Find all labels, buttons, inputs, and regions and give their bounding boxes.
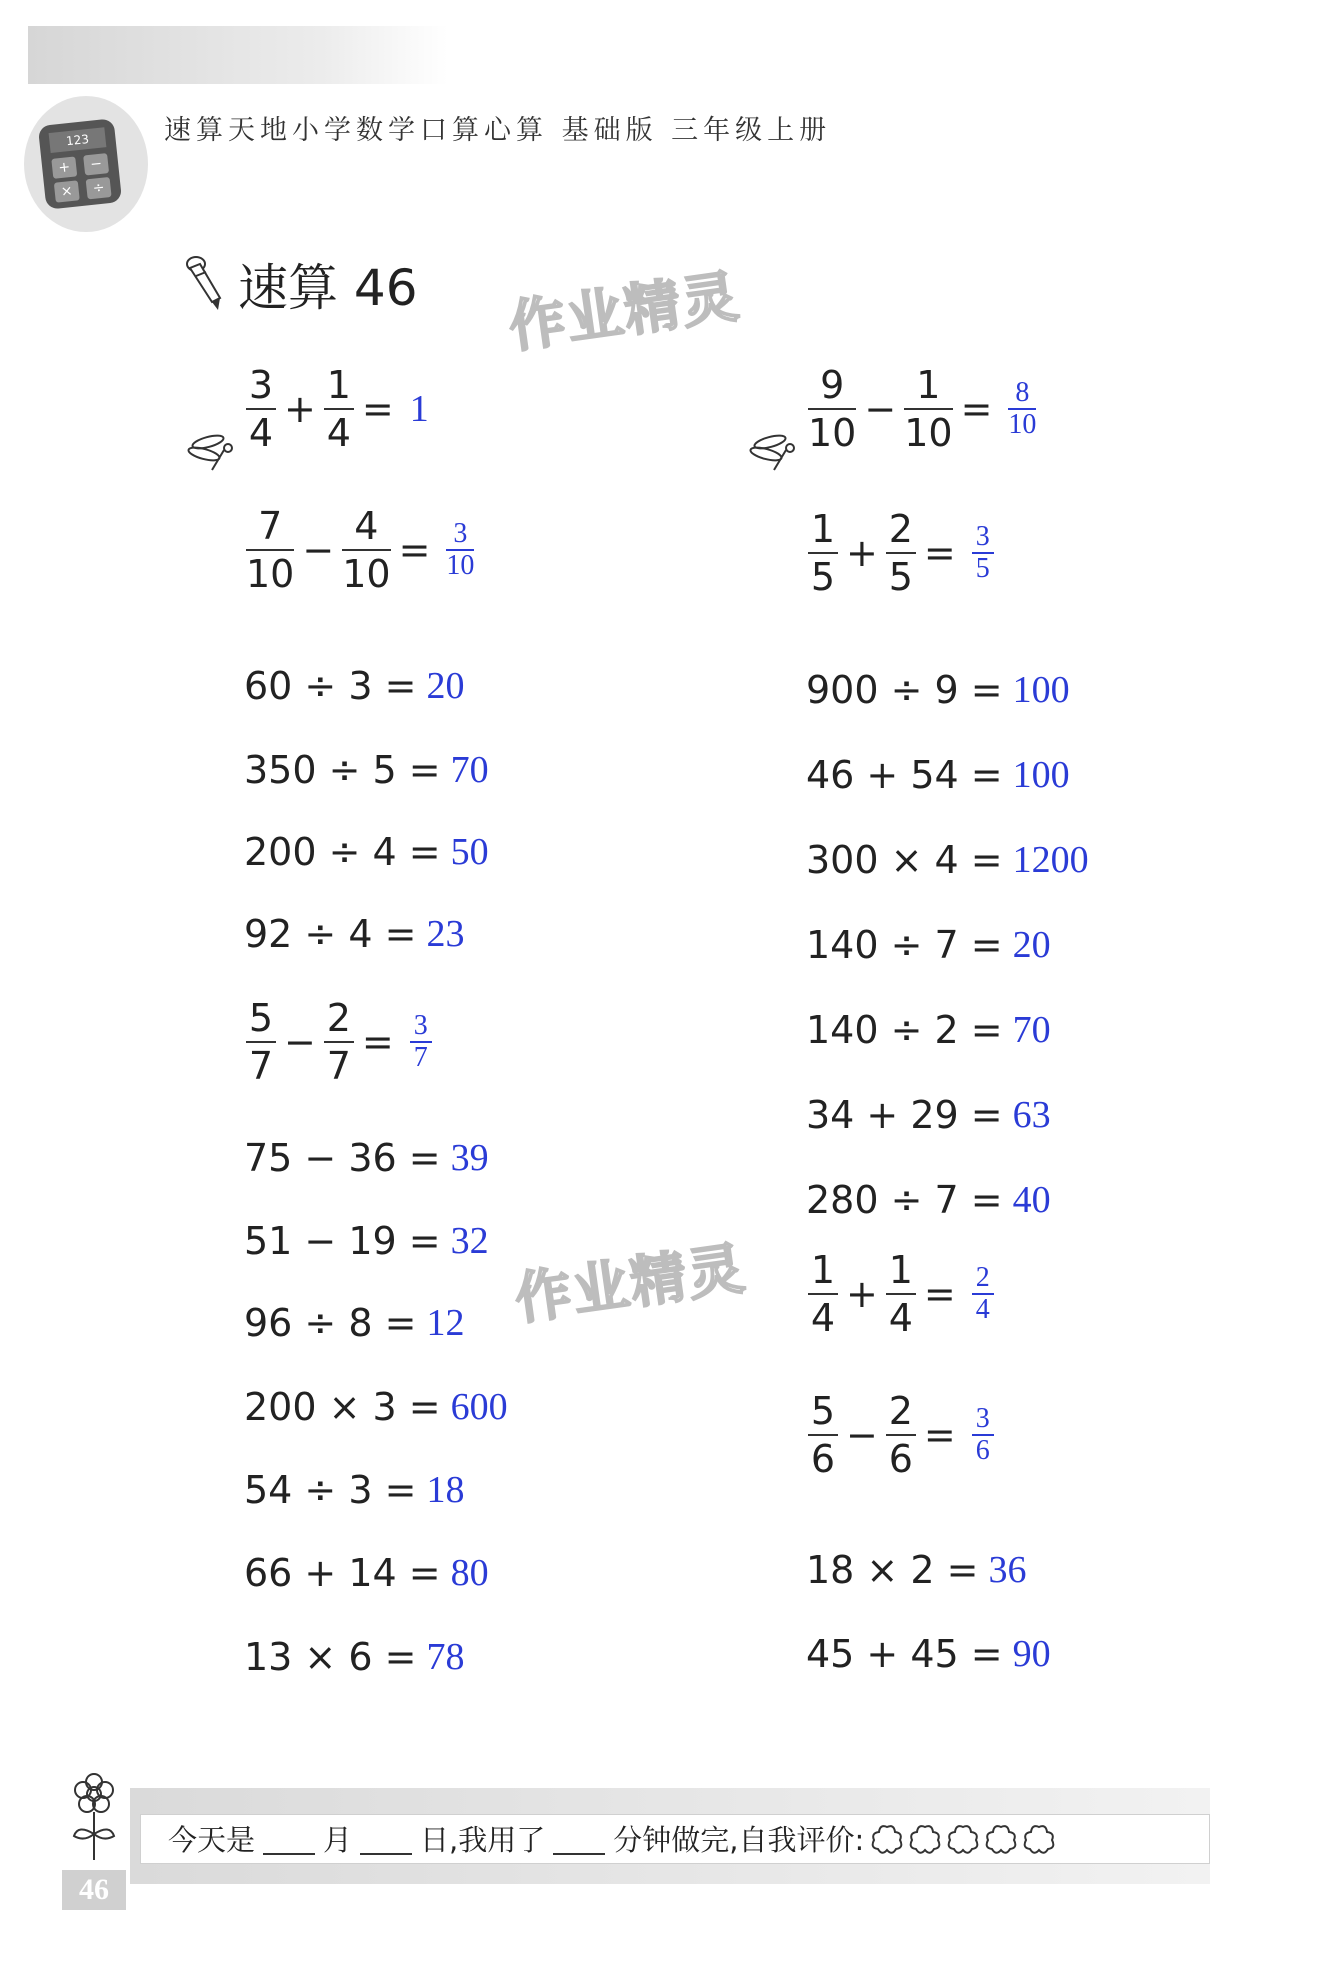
expression: 140 ÷ 7 = bbox=[806, 923, 1003, 967]
expression: 200 ÷ 4 = bbox=[244, 830, 441, 874]
left-problem-9 bbox=[244, 1219, 489, 1263]
answer: 18 bbox=[426, 1469, 465, 1511]
left-problem-1 bbox=[244, 362, 429, 456]
numerator: 2 bbox=[975, 1262, 990, 1293]
denominator: 10 bbox=[446, 550, 475, 581]
times-key-icon: × bbox=[54, 180, 80, 202]
equals-sign: = bbox=[923, 1272, 956, 1316]
header-banner bbox=[28, 26, 448, 84]
expression: 96 ÷ 8 = bbox=[244, 1301, 417, 1345]
numerator: 3 bbox=[975, 521, 990, 552]
expression: 92 ÷ 4 = bbox=[244, 912, 417, 956]
left-problem-7 bbox=[244, 995, 432, 1089]
expression: 13 × 6 = bbox=[244, 1635, 417, 1679]
expression: 200 × 3 = bbox=[244, 1385, 441, 1429]
denominator: 4 bbox=[975, 1294, 990, 1325]
equals-sign: = bbox=[923, 531, 956, 575]
expression: 75 − 36 = bbox=[244, 1136, 441, 1180]
right-problem-7 bbox=[806, 1008, 1051, 1052]
answer: 100 bbox=[1012, 669, 1070, 711]
left-problem-8 bbox=[244, 1136, 489, 1180]
plus-key-icon: + bbox=[51, 156, 77, 178]
left-problem-13 bbox=[244, 1551, 489, 1595]
fraction-operand bbox=[808, 1247, 838, 1341]
fraction-operand bbox=[324, 362, 354, 456]
numerator: 5 bbox=[248, 996, 274, 1040]
expression: 54 ÷ 3 = bbox=[244, 1468, 417, 1512]
numerator: 3 bbox=[413, 1010, 428, 1041]
numerator: 3 bbox=[975, 1403, 990, 1434]
operator: − bbox=[846, 1413, 878, 1457]
right-problem-5 bbox=[806, 838, 1089, 882]
expression: 350 ÷ 5 = bbox=[244, 748, 441, 792]
pencil-icon bbox=[182, 254, 228, 314]
expression: 300 × 4 = bbox=[806, 838, 1003, 882]
exercise-heading bbox=[182, 248, 418, 320]
expression: 45 + 45 = bbox=[806, 1632, 1003, 1676]
expression: 60 ÷ 3 = bbox=[244, 664, 417, 708]
denominator: 5 bbox=[975, 553, 990, 584]
fraction-operand bbox=[886, 1388, 916, 1482]
left-problem-3 bbox=[244, 664, 464, 708]
fraction-operand bbox=[886, 506, 916, 600]
denominator: 5 bbox=[810, 555, 836, 599]
answer: 12 bbox=[426, 1302, 465, 1344]
dragonfly-icon bbox=[182, 430, 240, 474]
answer: 70 bbox=[1012, 1009, 1051, 1051]
expression: 66 + 14 = bbox=[244, 1551, 441, 1595]
denominator: 10 bbox=[342, 552, 391, 596]
answer-fraction bbox=[972, 1263, 994, 1325]
month-label: 月 bbox=[323, 1823, 353, 1857]
answer: 40 bbox=[1012, 1179, 1051, 1221]
right-problem-9 bbox=[806, 1178, 1051, 1222]
left-problem-4 bbox=[244, 748, 489, 792]
right-problem-6 bbox=[806, 923, 1051, 967]
expression: 140 ÷ 2 = bbox=[806, 1008, 1003, 1052]
rating-flowers[interactable] bbox=[870, 1824, 1056, 1854]
right-problem-13 bbox=[806, 1632, 1051, 1676]
expression: 280 ÷ 7 = bbox=[806, 1178, 1003, 1222]
right-problem-3 bbox=[806, 668, 1070, 712]
denominator: 10 bbox=[808, 411, 857, 455]
equals-sign: = bbox=[361, 387, 394, 431]
answer-fraction bbox=[410, 1011, 432, 1073]
fraction-operand bbox=[246, 362, 276, 456]
denominator: 10 bbox=[1008, 409, 1037, 440]
rating-flower-icon[interactable] bbox=[908, 1824, 942, 1854]
denominator: 5 bbox=[888, 555, 913, 599]
fraction-operand bbox=[324, 995, 354, 1089]
numerator: 5 bbox=[810, 1389, 836, 1433]
answer: 23 bbox=[426, 913, 465, 955]
fraction-operand bbox=[246, 503, 294, 597]
expression: 18 × 2 = bbox=[806, 1548, 979, 1592]
right-problem-12 bbox=[806, 1548, 1026, 1592]
numerator: 1 bbox=[810, 1248, 836, 1292]
equals-sign: = bbox=[960, 387, 993, 431]
denominator: 7 bbox=[326, 1044, 351, 1088]
numerator: 3 bbox=[248, 363, 274, 407]
numerator: 8 bbox=[1015, 377, 1030, 408]
divide-key-icon: ÷ bbox=[86, 177, 112, 199]
left-problem-2 bbox=[244, 503, 474, 597]
operator: + bbox=[284, 387, 316, 431]
answer: 1200 bbox=[1012, 839, 1089, 881]
numerator: 2 bbox=[888, 1389, 913, 1433]
numerator: 1 bbox=[810, 507, 836, 551]
numerator: 1 bbox=[888, 1248, 913, 1292]
answer-fraction bbox=[972, 522, 994, 584]
numerator: 2 bbox=[888, 507, 913, 551]
answer: 100 bbox=[1012, 754, 1070, 796]
denominator: 4 bbox=[248, 411, 274, 455]
answer: 78 bbox=[426, 1636, 465, 1678]
denominator: 6 bbox=[810, 1437, 836, 1481]
self-evaluation-line bbox=[168, 1818, 1056, 1859]
month-blank[interactable] bbox=[263, 1823, 315, 1855]
right-problem-2 bbox=[806, 506, 994, 600]
denominator: 4 bbox=[326, 411, 351, 455]
rating-flower-icon[interactable] bbox=[984, 1824, 1018, 1854]
denominator: 6 bbox=[975, 1435, 990, 1466]
denominator: 10 bbox=[904, 411, 953, 455]
right-problem-11 bbox=[806, 1388, 994, 1482]
today-label: 今天是 bbox=[168, 1823, 256, 1857]
equals-sign: = bbox=[361, 1020, 394, 1064]
answer: 63 bbox=[1012, 1094, 1051, 1136]
denominator: 6 bbox=[888, 1437, 913, 1481]
denominator: 10 bbox=[246, 552, 295, 596]
answer-fraction bbox=[972, 1404, 994, 1466]
fraction-operand bbox=[808, 1388, 838, 1482]
minus-key-icon: − bbox=[83, 153, 109, 175]
right-problem-10 bbox=[806, 1247, 994, 1341]
page-number: 46 bbox=[62, 1870, 126, 1910]
right-problem-8 bbox=[806, 1093, 1051, 1137]
denominator: 7 bbox=[248, 1044, 274, 1088]
equals-sign: = bbox=[398, 528, 431, 572]
right-problem-4 bbox=[806, 753, 1070, 797]
answer: 70 bbox=[450, 749, 489, 791]
numerator: 1 bbox=[916, 363, 941, 407]
answer-fraction bbox=[1008, 378, 1036, 440]
answer-fraction bbox=[446, 519, 474, 581]
denominator: 4 bbox=[888, 1296, 913, 1340]
dragonfly-icon bbox=[744, 430, 802, 474]
operator: + bbox=[846, 1272, 878, 1316]
day-label: 日,我用了 bbox=[420, 1823, 546, 1857]
numerator: 9 bbox=[820, 363, 845, 407]
expression: 51 − 19 = bbox=[244, 1219, 441, 1263]
day-blank[interactable] bbox=[360, 1823, 412, 1855]
denominator: 4 bbox=[810, 1296, 836, 1340]
minutes-label: 分钟做完,自我评价: bbox=[613, 1823, 865, 1857]
left-problem-11 bbox=[244, 1385, 508, 1429]
answer: 20 bbox=[1012, 924, 1051, 966]
right-problem-1 bbox=[806, 362, 1036, 456]
answer: 80 bbox=[450, 1552, 489, 1594]
rating-flower-icon[interactable] bbox=[1022, 1824, 1056, 1854]
left-problem-10 bbox=[244, 1301, 464, 1345]
fraction-operand bbox=[904, 362, 952, 456]
numerator: 2 bbox=[326, 996, 351, 1040]
left-problem-12 bbox=[244, 1468, 464, 1512]
answer: 50 bbox=[450, 831, 489, 873]
page-title: 速算 46 bbox=[238, 259, 418, 317]
flower-icon bbox=[64, 1772, 124, 1864]
numerator: 3 bbox=[453, 518, 468, 549]
rating-flower-icon[interactable] bbox=[946, 1824, 980, 1854]
fraction-operand bbox=[808, 506, 838, 600]
minutes-blank[interactable] bbox=[553, 1823, 605, 1855]
answer: 36 bbox=[988, 1549, 1027, 1591]
expression: 900 ÷ 9 = bbox=[806, 668, 1003, 712]
fraction-operand bbox=[246, 995, 276, 1089]
expression: 34 + 29 = bbox=[806, 1093, 1003, 1137]
operator: − bbox=[864, 387, 897, 431]
answer: 39 bbox=[450, 1137, 489, 1179]
answer: 600 bbox=[450, 1386, 508, 1428]
fraction-operand bbox=[886, 1247, 916, 1341]
fraction-operand bbox=[808, 362, 856, 456]
left-problem-6 bbox=[244, 912, 464, 956]
operator: − bbox=[284, 1020, 316, 1064]
calculator-icon bbox=[38, 118, 122, 209]
answer: 32 bbox=[450, 1220, 489, 1262]
answer: 90 bbox=[1012, 1633, 1051, 1675]
operator: − bbox=[302, 528, 335, 572]
watermark-middle: 作业精灵 bbox=[511, 1236, 751, 1333]
left-problem-14 bbox=[244, 1635, 464, 1679]
answer: 1 bbox=[409, 388, 429, 430]
numerator: 1 bbox=[326, 363, 351, 407]
numerator: 4 bbox=[354, 504, 379, 548]
rating-flower-icon[interactable] bbox=[870, 1824, 904, 1854]
left-problem-5 bbox=[244, 830, 489, 874]
equals-sign: = bbox=[923, 1413, 956, 1457]
calculator-screen: 123 bbox=[49, 127, 107, 153]
watermark-top: 作业精灵 bbox=[505, 264, 745, 361]
numerator: 7 bbox=[258, 504, 283, 548]
book-title: 速算天地小学数学口算心算 基础版 三年级上册 bbox=[164, 115, 832, 146]
denominator: 7 bbox=[413, 1042, 428, 1073]
fraction-operand bbox=[342, 503, 390, 597]
answer: 20 bbox=[426, 665, 465, 707]
expression: 46 + 54 = bbox=[806, 753, 1003, 797]
operator: + bbox=[846, 531, 878, 575]
